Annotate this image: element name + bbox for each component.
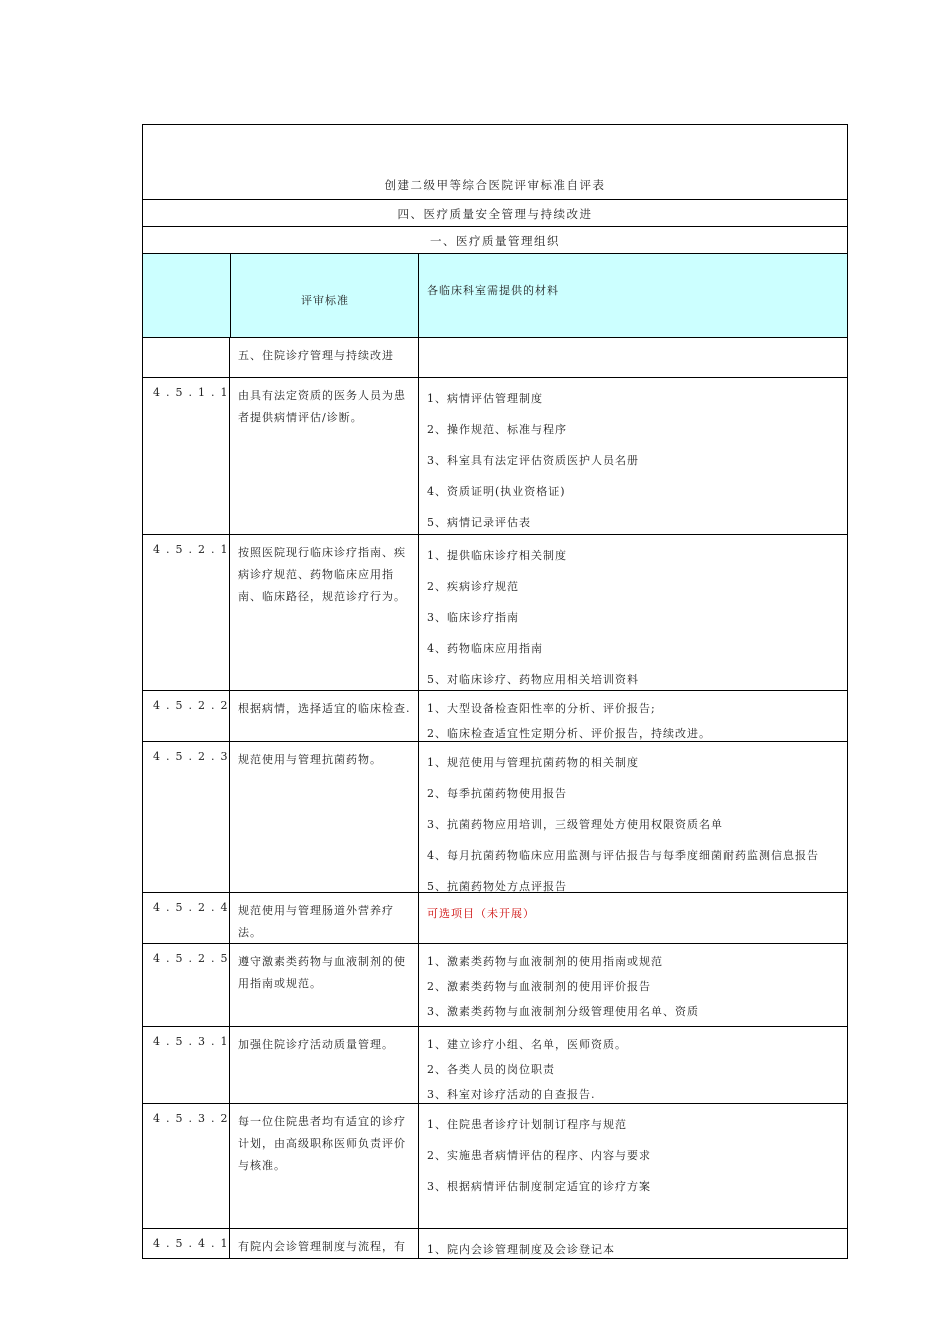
row-code: 4.5.2.5 [143,944,230,1026]
material-item: 3、根据病情评估制度制定适宜的诊疗方案 [427,1180,651,1193]
row-materials [419,944,847,1026]
table-row [143,892,847,943]
material-item: 1、大型设备检查阳性率的分析、评价报告; [427,702,656,715]
material-item: 5、对临床诊疗、药物应用相关培训资料 [427,673,639,686]
section-row [143,199,847,226]
material-item: 1、建立诊疗小组、名单，医师资质。 [427,1038,627,1051]
material-item: 2、每季抗菌药物使用报告 [427,787,567,800]
material-item: 4、药物临床应用指南 [427,642,543,655]
material-item: 2、激素类药物与血液制剂的使用评价报告 [427,980,651,993]
row-standard: 规范使用与管理抗菌药物。 [230,742,419,892]
row-materials [419,893,847,943]
material-item: 2、各类人员的岗位职责 [427,1063,555,1076]
header-code [143,254,230,337]
row-materials [419,742,847,892]
category-row [143,337,847,377]
table-row [143,1103,847,1228]
row-code: 4.5.2.2 [143,691,230,741]
material-item: 2、实施患者病情评估的程序、内容与要求 [427,1149,651,1162]
category-materials [419,338,847,377]
row-materials [419,1229,847,1258]
table-row [143,741,847,892]
material-item: 3、临床诊疗指南 [427,611,519,624]
material-item: 4、资质证明(执业资格证) [427,485,566,498]
material-item: 2、操作规范、标准与程序 [427,423,567,436]
row-standard: 由具有法定资质的医务人员为患者提供病情评估/诊断。 [230,378,419,534]
row-code: 4.5.2.1 [143,535,230,690]
material-item: 4、每月抗菌药物临床应用监测与评估报告与每季度细菌耐药监测信息报告 [427,849,819,862]
row-standard: 遵守激素类药物与血液制剂的使用指南或规范。 [230,944,419,1026]
row-standard: 加强住院诊疗活动质量管理。 [230,1027,419,1103]
material-item: 2、疾病诊疗规范 [427,580,519,593]
row-materials [419,1027,847,1103]
material-item: 3、激素类药物与血液制剂分级管理使用名单、资质 [427,1005,699,1018]
table-row [143,1228,847,1258]
material-item: 5、病情记录评估表 [427,516,531,529]
row-code: 4.5.3.1 [143,1027,230,1103]
row-standard: 按照医院现行临床诊疗指南、疾病诊疗规范、药物临床应用指南、临床路径，规范诊疗行为。 [230,535,419,690]
self-assessment-table [142,124,848,1259]
material-item: 5、抗菌药物处方点评报告 [427,880,567,893]
row-standard: 有院内会诊管理制度与流程，有 [230,1229,419,1258]
table-row [143,943,847,1026]
subsection-row [143,226,847,253]
material-item: 1、病情评估管理制度 [427,392,543,405]
column-header-row [143,253,847,337]
row-code: 4.5.3.2 [143,1104,230,1228]
material-item: 3、科室对诊疗活动的自查报告. [427,1088,596,1101]
table-row [143,690,847,741]
row-materials [419,378,847,534]
row-standard: 根据病情，选择适宜的临床检查. [230,691,419,741]
table-row [143,1026,847,1103]
row-materials [419,535,847,690]
row-code: 4.5.4.1 [143,1229,230,1258]
row-materials [419,1104,847,1228]
material-item: 1、提供临床诊疗相关制度 [427,549,567,562]
material-item: 1、院内会诊管理制度及会诊登记本 [427,1243,615,1256]
material-item: 3、科室具有法定评估资质医护人员名册 [427,454,639,467]
row-standard: 每一位住院患者均有适宜的诊疗计划，由高级职称医师负责评价与核准。 [230,1104,419,1228]
header-materials: 各临床科室需提供的材料 [427,284,559,297]
optional-note: 可选项目（未开展） [427,907,535,920]
title-row [143,125,847,199]
category-label: 五、住院诊疗管理与持续改进 [230,338,419,377]
material-item: 1、激素类药物与血液制剂的使用指南或规范 [427,955,663,968]
row-standard: 规范使用与管理肠道外营养疗法。 [230,893,419,943]
material-item: 2、临床检查适宜性定期分析、评价报告，持续改进。 [427,727,711,740]
table-row [143,377,847,534]
material-item: 3、抗菌药物应用培训，三级管理处方使用权限资质名单 [427,818,723,831]
table-title: 创建二级甲等综合医院评审标准自评表 [384,178,606,192]
row-code: 4.5.2.4 [143,893,230,943]
row-code: 4.5.1.1 [143,378,230,534]
subsection-heading: 一、医疗质量管理组织 [430,234,560,248]
table-body [143,377,847,1258]
table-row [143,534,847,690]
header-standard: 评审标准 [230,254,419,337]
row-materials [419,691,847,741]
material-item: 1、住院患者诊疗计划制订程序与规范 [427,1118,627,1131]
section-heading: 四、医疗质量安全管理与持续改进 [397,207,593,221]
row-code: 4.5.2.3 [143,742,230,892]
category-code [143,338,230,377]
material-item: 1、规范使用与管理抗菌药物的相关制度 [427,756,639,769]
